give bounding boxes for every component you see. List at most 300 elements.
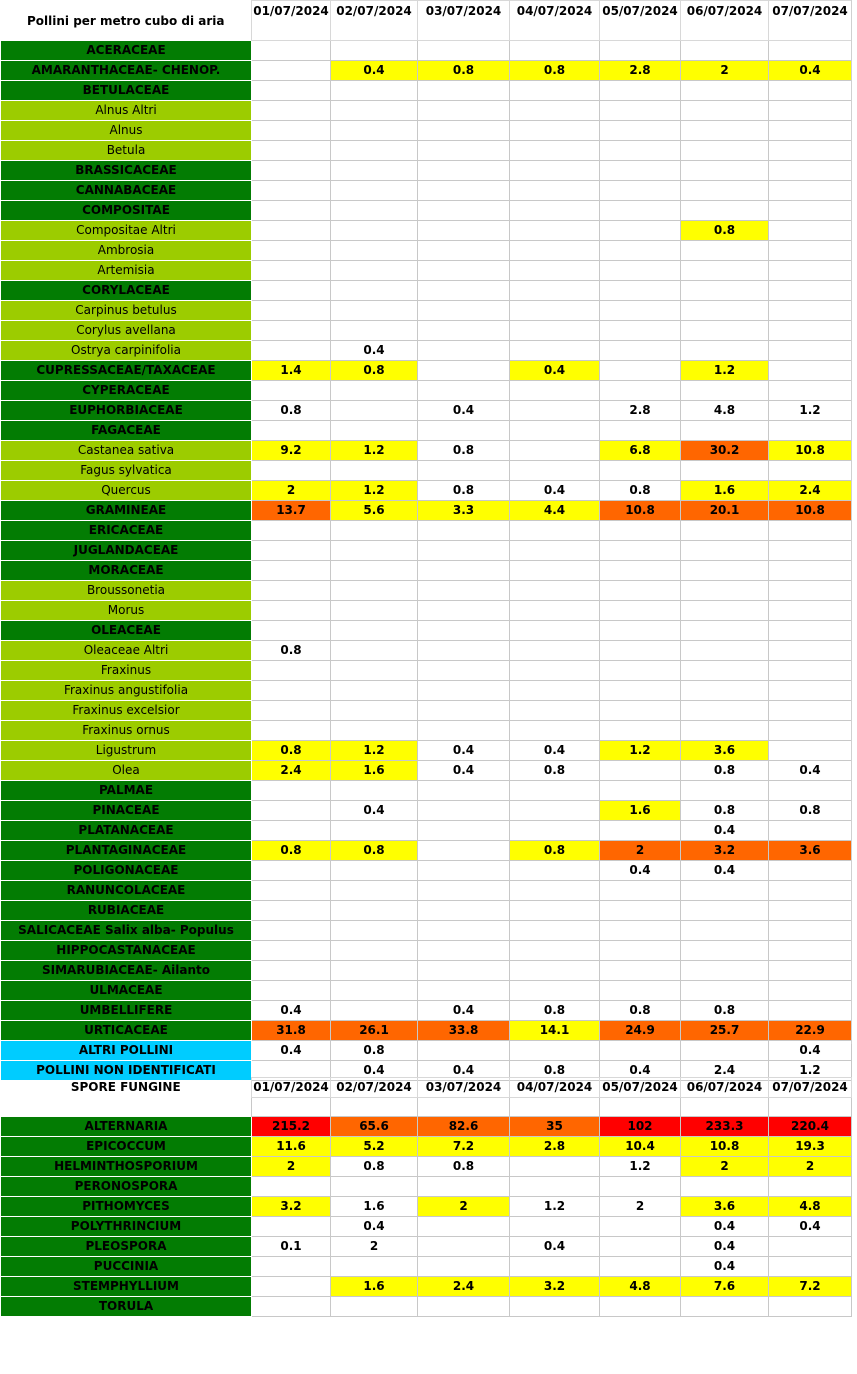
pollen-value-cell [331, 381, 418, 401]
spore-value-cell: 7.6 [681, 1277, 769, 1297]
pollen-value-cell [252, 281, 331, 301]
pollen-row [1, 621, 852, 641]
pollen-row [1, 901, 852, 921]
pollen-value-cell: 0.4 [510, 361, 600, 381]
pollen-value-cell [510, 561, 600, 581]
spore-value-cell [510, 1157, 600, 1177]
spore-value-cell: 1.6 [331, 1197, 418, 1217]
pollen-value-cell [510, 401, 600, 421]
pollen-name-cell: CORYLACEAE [1, 281, 252, 301]
pollen-row [1, 1041, 852, 1061]
pollen-value-cell [510, 441, 600, 461]
pollen-value-cell [418, 821, 510, 841]
pollen-value-cell: 0.8 [510, 61, 600, 81]
pollen-value-cell [769, 701, 852, 721]
pollen-value-cell [681, 301, 769, 321]
pollen-value-cell [418, 841, 510, 861]
spore-date-header: 04/07/2024 [510, 1078, 600, 1098]
pollen-row [1, 381, 852, 401]
pollen-value-cell [681, 421, 769, 441]
pollen-value-cell [331, 681, 418, 701]
pollen-value-cell [681, 341, 769, 361]
pollen-row [1, 841, 852, 861]
pollen-value-cell: 0.8 [510, 761, 600, 781]
pollen-value-cell [681, 461, 769, 481]
pollen-row [1, 321, 852, 341]
pollen-row [1, 881, 852, 901]
pollen-value-cell [681, 81, 769, 101]
pollen-name-cell: BRASSICACEAE [1, 161, 252, 181]
spore-value-cell [510, 1297, 600, 1317]
pollen-value-cell [331, 581, 418, 601]
pollen-value-cell [252, 561, 331, 581]
spore-value-cell: 7.2 [418, 1137, 510, 1157]
pollen-value-cell [252, 521, 331, 541]
pollen-value-cell: 0.4 [600, 1061, 681, 1081]
pollen-name-cell: BETULACEAE [1, 81, 252, 101]
spore-name-cell: PERONOSPORA [1, 1177, 252, 1197]
pollen-row [1, 61, 852, 81]
pollen-value-cell: 0.8 [600, 481, 681, 501]
pollen-value-cell [418, 561, 510, 581]
pollen-value-cell: 0.4 [418, 401, 510, 421]
pollen-value-cell [600, 601, 681, 621]
pollen-value-cell: 0.8 [252, 841, 331, 861]
pollen-row [1, 281, 852, 301]
pollen-value-cell [769, 141, 852, 161]
pollen-date-header: 03/07/2024 [418, 1, 510, 41]
pollen-value-cell [600, 921, 681, 941]
pollen-value-cell [418, 81, 510, 101]
pollen-row [1, 521, 852, 541]
pollen-value-cell: 0.8 [331, 841, 418, 861]
pollen-value-cell: 0.8 [418, 61, 510, 81]
pollen-value-cell [769, 101, 852, 121]
pollen-row [1, 781, 852, 801]
pollen-value-cell: 3.3 [418, 501, 510, 521]
pollen-value-cell [510, 961, 600, 981]
pollen-value-cell [681, 141, 769, 161]
spore-value-cell: 2 [681, 1157, 769, 1177]
pollen-value-cell: 0.8 [252, 741, 331, 761]
pollen-value-cell [600, 581, 681, 601]
pollen-row [1, 581, 852, 601]
pollen-table-body [1, 1, 852, 1081]
pollen-row [1, 1001, 852, 1021]
spore-value-cell: 3.2 [252, 1197, 331, 1217]
spacer-cell [418, 1098, 510, 1117]
spore-date-header: 07/07/2024 [769, 1078, 852, 1098]
pollen-name-cell: Fraxinus angustifolia [1, 681, 252, 701]
spore-row [1, 1257, 852, 1277]
pollen-value-cell [331, 621, 418, 641]
pollen-value-cell [252, 541, 331, 561]
pollen-name-cell: Fraxinus excelsior [1, 701, 252, 721]
pollen-value-cell [769, 241, 852, 261]
spore-value-cell: 2.4 [418, 1277, 510, 1297]
pollen-value-cell: 25.7 [681, 1021, 769, 1041]
pollen-value-cell [331, 121, 418, 141]
spore-value-cell: 1.6 [331, 1277, 418, 1297]
pollen-value-cell [252, 701, 331, 721]
pollen-value-cell: 1.6 [681, 481, 769, 501]
pollen-value-cell: 0.4 [681, 861, 769, 881]
pollen-value-cell [331, 281, 418, 301]
pollen-value-cell [252, 221, 331, 241]
pollen-name-cell: HIPPOCASTANACEAE [1, 941, 252, 961]
pollen-value-cell: 0.8 [252, 401, 331, 421]
spore-value-cell: 19.3 [769, 1137, 852, 1157]
pollen-value-cell [418, 981, 510, 1001]
spore-value-cell: 2 [600, 1197, 681, 1217]
pollen-value-cell [769, 681, 852, 701]
pollen-row [1, 341, 852, 361]
pollen-value-cell: 0.8 [681, 761, 769, 781]
pollen-date-header: 06/07/2024 [681, 1, 769, 41]
pollen-row [1, 641, 852, 661]
pollen-row [1, 961, 852, 981]
pollen-value-cell [600, 941, 681, 961]
spore-value-cell: 7.2 [769, 1277, 852, 1297]
pollen-name-cell: Ostrya carpinifolia [1, 341, 252, 361]
pollen-value-cell [510, 201, 600, 221]
pollen-value-cell [252, 681, 331, 701]
pollen-value-cell [769, 981, 852, 1001]
spore-date-header: 05/07/2024 [600, 1078, 681, 1098]
pollen-value-cell: 10.8 [769, 441, 852, 461]
pollen-date-header: 07/07/2024 [769, 1, 852, 41]
pollen-value-cell [418, 901, 510, 921]
spore-value-cell: 0.8 [418, 1157, 510, 1177]
pollen-value-cell: 1.2 [769, 401, 852, 421]
pollen-value-cell [510, 341, 600, 361]
pollen-value-cell: 0.8 [252, 641, 331, 661]
pollen-value-cell: 1.2 [331, 441, 418, 461]
pollen-value-cell [418, 301, 510, 321]
pollen-value-cell [510, 681, 600, 701]
pollen-value-cell [510, 981, 600, 1001]
pollen-value-cell [769, 881, 852, 901]
pollen-value-cell: 0.4 [331, 341, 418, 361]
spore-table-body [1, 1078, 852, 1317]
pollen-value-cell [510, 521, 600, 541]
pollen-value-cell [510, 581, 600, 601]
spore-name-cell: PLEOSPORA [1, 1237, 252, 1257]
pollen-value-cell [600, 901, 681, 921]
spore-value-cell [769, 1297, 852, 1317]
pollen-value-cell [418, 321, 510, 341]
spore-value-cell: 0.4 [331, 1217, 418, 1237]
pollen-value-cell [769, 221, 852, 241]
pollen-value-cell [510, 881, 600, 901]
pollen-value-cell [769, 741, 852, 761]
pollen-value-cell [769, 621, 852, 641]
pollen-value-cell [600, 541, 681, 561]
pollen-value-cell [681, 281, 769, 301]
spore-value-cell: 2 [252, 1157, 331, 1177]
pollen-value-cell [418, 801, 510, 821]
pollen-row [1, 161, 852, 181]
pollen-row [1, 801, 852, 821]
pollen-value-cell [510, 421, 600, 441]
pollen-value-cell [252, 241, 331, 261]
pollen-value-cell [769, 541, 852, 561]
pollen-value-cell: 0.4 [769, 61, 852, 81]
pollen-value-cell [331, 961, 418, 981]
pollen-value-cell [252, 301, 331, 321]
spore-value-cell [600, 1257, 681, 1277]
pollen-name-cell: CYPERACEAE [1, 381, 252, 401]
pollen-value-cell [418, 1041, 510, 1061]
spore-name-cell: TORULA [1, 1297, 252, 1317]
pollen-row [1, 301, 852, 321]
pollen-value-cell: 2.8 [600, 61, 681, 81]
pollen-value-cell [331, 541, 418, 561]
pollen-value-cell [331, 421, 418, 441]
pollen-value-cell [510, 101, 600, 121]
pollen-value-cell: 0.8 [510, 841, 600, 861]
spore-date-header: 03/07/2024 [418, 1078, 510, 1098]
pollen-value-cell [510, 381, 600, 401]
pollen-value-cell [769, 721, 852, 741]
pollen-value-cell [331, 521, 418, 541]
pollen-value-cell [600, 561, 681, 581]
pollen-name-cell: Fraxinus ornus [1, 721, 252, 741]
pollen-value-cell [331, 601, 418, 621]
pollen-value-cell: 0.8 [418, 441, 510, 461]
spore-value-cell: 5.2 [331, 1137, 418, 1157]
spore-value-cell: 102 [600, 1117, 681, 1137]
pollen-value-cell [252, 861, 331, 881]
pollen-name-cell: PALMAE [1, 781, 252, 801]
pollen-value-cell [510, 601, 600, 621]
pollen-name-cell: Ambrosia [1, 241, 252, 261]
pollen-value-cell [681, 941, 769, 961]
pollen-value-cell [769, 281, 852, 301]
pollen-value-cell [418, 461, 510, 481]
pollen-value-cell [331, 561, 418, 581]
pollen-name-cell: Olea [1, 761, 252, 781]
spore-value-cell [252, 1257, 331, 1277]
pollen-value-cell [510, 821, 600, 841]
pollen-value-cell: 10.8 [769, 501, 852, 521]
pollen-value-cell [681, 781, 769, 801]
spore-value-cell: 82.6 [418, 1117, 510, 1137]
spacer-cell [510, 1098, 600, 1117]
pollen-value-cell [510, 901, 600, 921]
pollen-value-cell [769, 781, 852, 801]
spore-row [1, 1117, 852, 1137]
pollen-value-cell [600, 241, 681, 261]
pollen-value-cell [418, 381, 510, 401]
pollen-value-cell [331, 261, 418, 281]
spore-name-cell: ALTERNARIA [1, 1117, 252, 1137]
pollen-value-cell [252, 881, 331, 901]
pollen-row [1, 441, 852, 461]
pollen-name-cell: FAGACEAE [1, 421, 252, 441]
pollen-value-cell: 3.2 [681, 841, 769, 861]
spore-value-cell [331, 1257, 418, 1277]
spore-row [1, 1137, 852, 1157]
pollen-value-cell: 2 [600, 841, 681, 861]
spore-value-cell [600, 1217, 681, 1237]
pollen-value-cell [252, 601, 331, 621]
pollen-value-cell: 0.4 [418, 761, 510, 781]
pollen-value-cell [331, 41, 418, 61]
pollen-value-cell: 0.8 [681, 221, 769, 241]
pollen-name-cell: Carpinus betulus [1, 301, 252, 321]
spore-value-cell [331, 1177, 418, 1197]
pollen-value-cell [600, 101, 681, 121]
pollen-name-cell: GRAMINEAE [1, 501, 252, 521]
pollen-row [1, 661, 852, 681]
pollen-value-cell [252, 81, 331, 101]
spore-value-cell [600, 1297, 681, 1317]
pollen-value-cell [681, 721, 769, 741]
pollen-value-cell [600, 121, 681, 141]
pollen-value-cell [681, 521, 769, 541]
pollen-value-cell [600, 161, 681, 181]
pollen-value-cell: 0.4 [252, 1001, 331, 1021]
pollen-value-cell [769, 121, 852, 141]
pollen-value-cell [681, 1041, 769, 1061]
spore-row [1, 1157, 852, 1177]
pollen-value-cell: 0.4 [331, 61, 418, 81]
spore-value-cell: 0.4 [681, 1257, 769, 1277]
pollen-value-cell [600, 301, 681, 321]
spore-date-header: 01/07/2024 [252, 1078, 331, 1098]
pollen-value-cell [600, 701, 681, 721]
pollen-value-cell [418, 681, 510, 701]
pollen-value-cell [252, 321, 331, 341]
pollen-value-cell [252, 621, 331, 641]
pollen-value-cell [418, 861, 510, 881]
pollen-value-cell [681, 181, 769, 201]
pollen-value-cell [418, 881, 510, 901]
pollen-value-cell [252, 461, 331, 481]
pollen-value-cell [600, 421, 681, 441]
pollen-value-cell: 1.6 [331, 761, 418, 781]
pollen-row [1, 921, 852, 941]
spore-value-cell: 0.4 [510, 1237, 600, 1257]
pollen-value-cell [252, 661, 331, 681]
pollen-value-cell: 33.8 [418, 1021, 510, 1041]
pollen-name-cell: ACERACEAE [1, 41, 252, 61]
pollen-value-cell [252, 381, 331, 401]
pollen-value-cell: 0.8 [418, 481, 510, 501]
pollen-value-cell [769, 1001, 852, 1021]
pollen-value-cell [331, 721, 418, 741]
pollen-value-cell [252, 121, 331, 141]
pollen-value-cell [510, 721, 600, 741]
spore-value-cell: 1.2 [510, 1197, 600, 1217]
pollen-value-cell [510, 921, 600, 941]
pollen-value-cell [252, 981, 331, 1001]
pollen-value-cell: 5.6 [331, 501, 418, 521]
pollen-date-header: 05/07/2024 [600, 1, 681, 41]
pollen-value-cell: 0.8 [331, 1041, 418, 1061]
pollen-value-cell [331, 921, 418, 941]
pollen-value-cell [510, 661, 600, 681]
pollen-value-cell: 4.4 [510, 501, 600, 521]
pollen-value-cell [510, 861, 600, 881]
pollen-value-cell [600, 261, 681, 281]
pollen-value-cell [769, 601, 852, 621]
spore-row [1, 1297, 852, 1317]
pollen-value-cell [681, 321, 769, 341]
pollen-value-cell: 3.6 [769, 841, 852, 861]
pollen-name-cell: ULMACEAE [1, 981, 252, 1001]
right-border-line [851, 0, 852, 1044]
pollen-value-cell [252, 781, 331, 801]
pollen-name-cell: MORACEAE [1, 561, 252, 581]
pollen-name-cell: Oleaceae Altri [1, 641, 252, 661]
pollen-value-cell [252, 101, 331, 121]
pollen-value-cell [331, 881, 418, 901]
spore-value-cell [252, 1217, 331, 1237]
pollen-value-cell [600, 181, 681, 201]
pollen-value-cell [252, 261, 331, 281]
pollen-value-cell [600, 41, 681, 61]
pollen-value-cell [681, 881, 769, 901]
spore-value-cell [331, 1297, 418, 1317]
pollen-name-cell: Corylus avellana [1, 321, 252, 341]
spore-value-cell: 10.8 [681, 1137, 769, 1157]
pollen-value-cell [331, 221, 418, 241]
pollen-value-cell [331, 181, 418, 201]
pollen-value-cell [418, 721, 510, 741]
pollen-value-cell [331, 861, 418, 881]
spore-row [1, 1197, 852, 1217]
pollen-value-cell [418, 641, 510, 661]
pollen-value-cell [331, 161, 418, 181]
pollen-name-cell: OLEACEAE [1, 621, 252, 641]
pollen-row [1, 261, 852, 281]
pollen-row [1, 941, 852, 961]
pollen-value-cell [331, 901, 418, 921]
pollen-value-cell: 0.4 [331, 1061, 418, 1081]
pollen-value-cell: 0.4 [769, 761, 852, 781]
spore-value-cell: 0.8 [331, 1157, 418, 1177]
pollen-value-cell [418, 621, 510, 641]
spore-value-cell [510, 1257, 600, 1277]
spore-value-cell: 3.2 [510, 1277, 600, 1297]
pollen-value-cell [418, 421, 510, 441]
pollen-value-cell [252, 961, 331, 981]
pollen-name-cell: SALICACEAE Salix alba- Populus [1, 921, 252, 941]
pollen-value-cell [600, 781, 681, 801]
pollen-value-cell: 0.4 [769, 1041, 852, 1061]
pollen-value-cell [681, 581, 769, 601]
spore-table [0, 1077, 852, 1317]
pollen-row [1, 601, 852, 621]
pollen-value-cell [510, 181, 600, 201]
spore-value-cell: 215.2 [252, 1117, 331, 1137]
spore-value-cell: 11.6 [252, 1137, 331, 1157]
pollen-value-cell: 2.4 [681, 1061, 769, 1081]
pollen-value-cell [600, 661, 681, 681]
pollen-value-cell [418, 921, 510, 941]
spore-row [1, 1277, 852, 1297]
pollen-row [1, 141, 852, 161]
pollen-value-cell [681, 261, 769, 281]
pollen-value-cell [331, 241, 418, 261]
pollen-date-header: 02/07/2024 [331, 1, 418, 41]
pollen-value-cell [510, 321, 600, 341]
pollen-row [1, 41, 852, 61]
pollen-name-cell: CUPRESSACEAE/TAXACEAE [1, 361, 252, 381]
pollen-value-cell [769, 921, 852, 941]
